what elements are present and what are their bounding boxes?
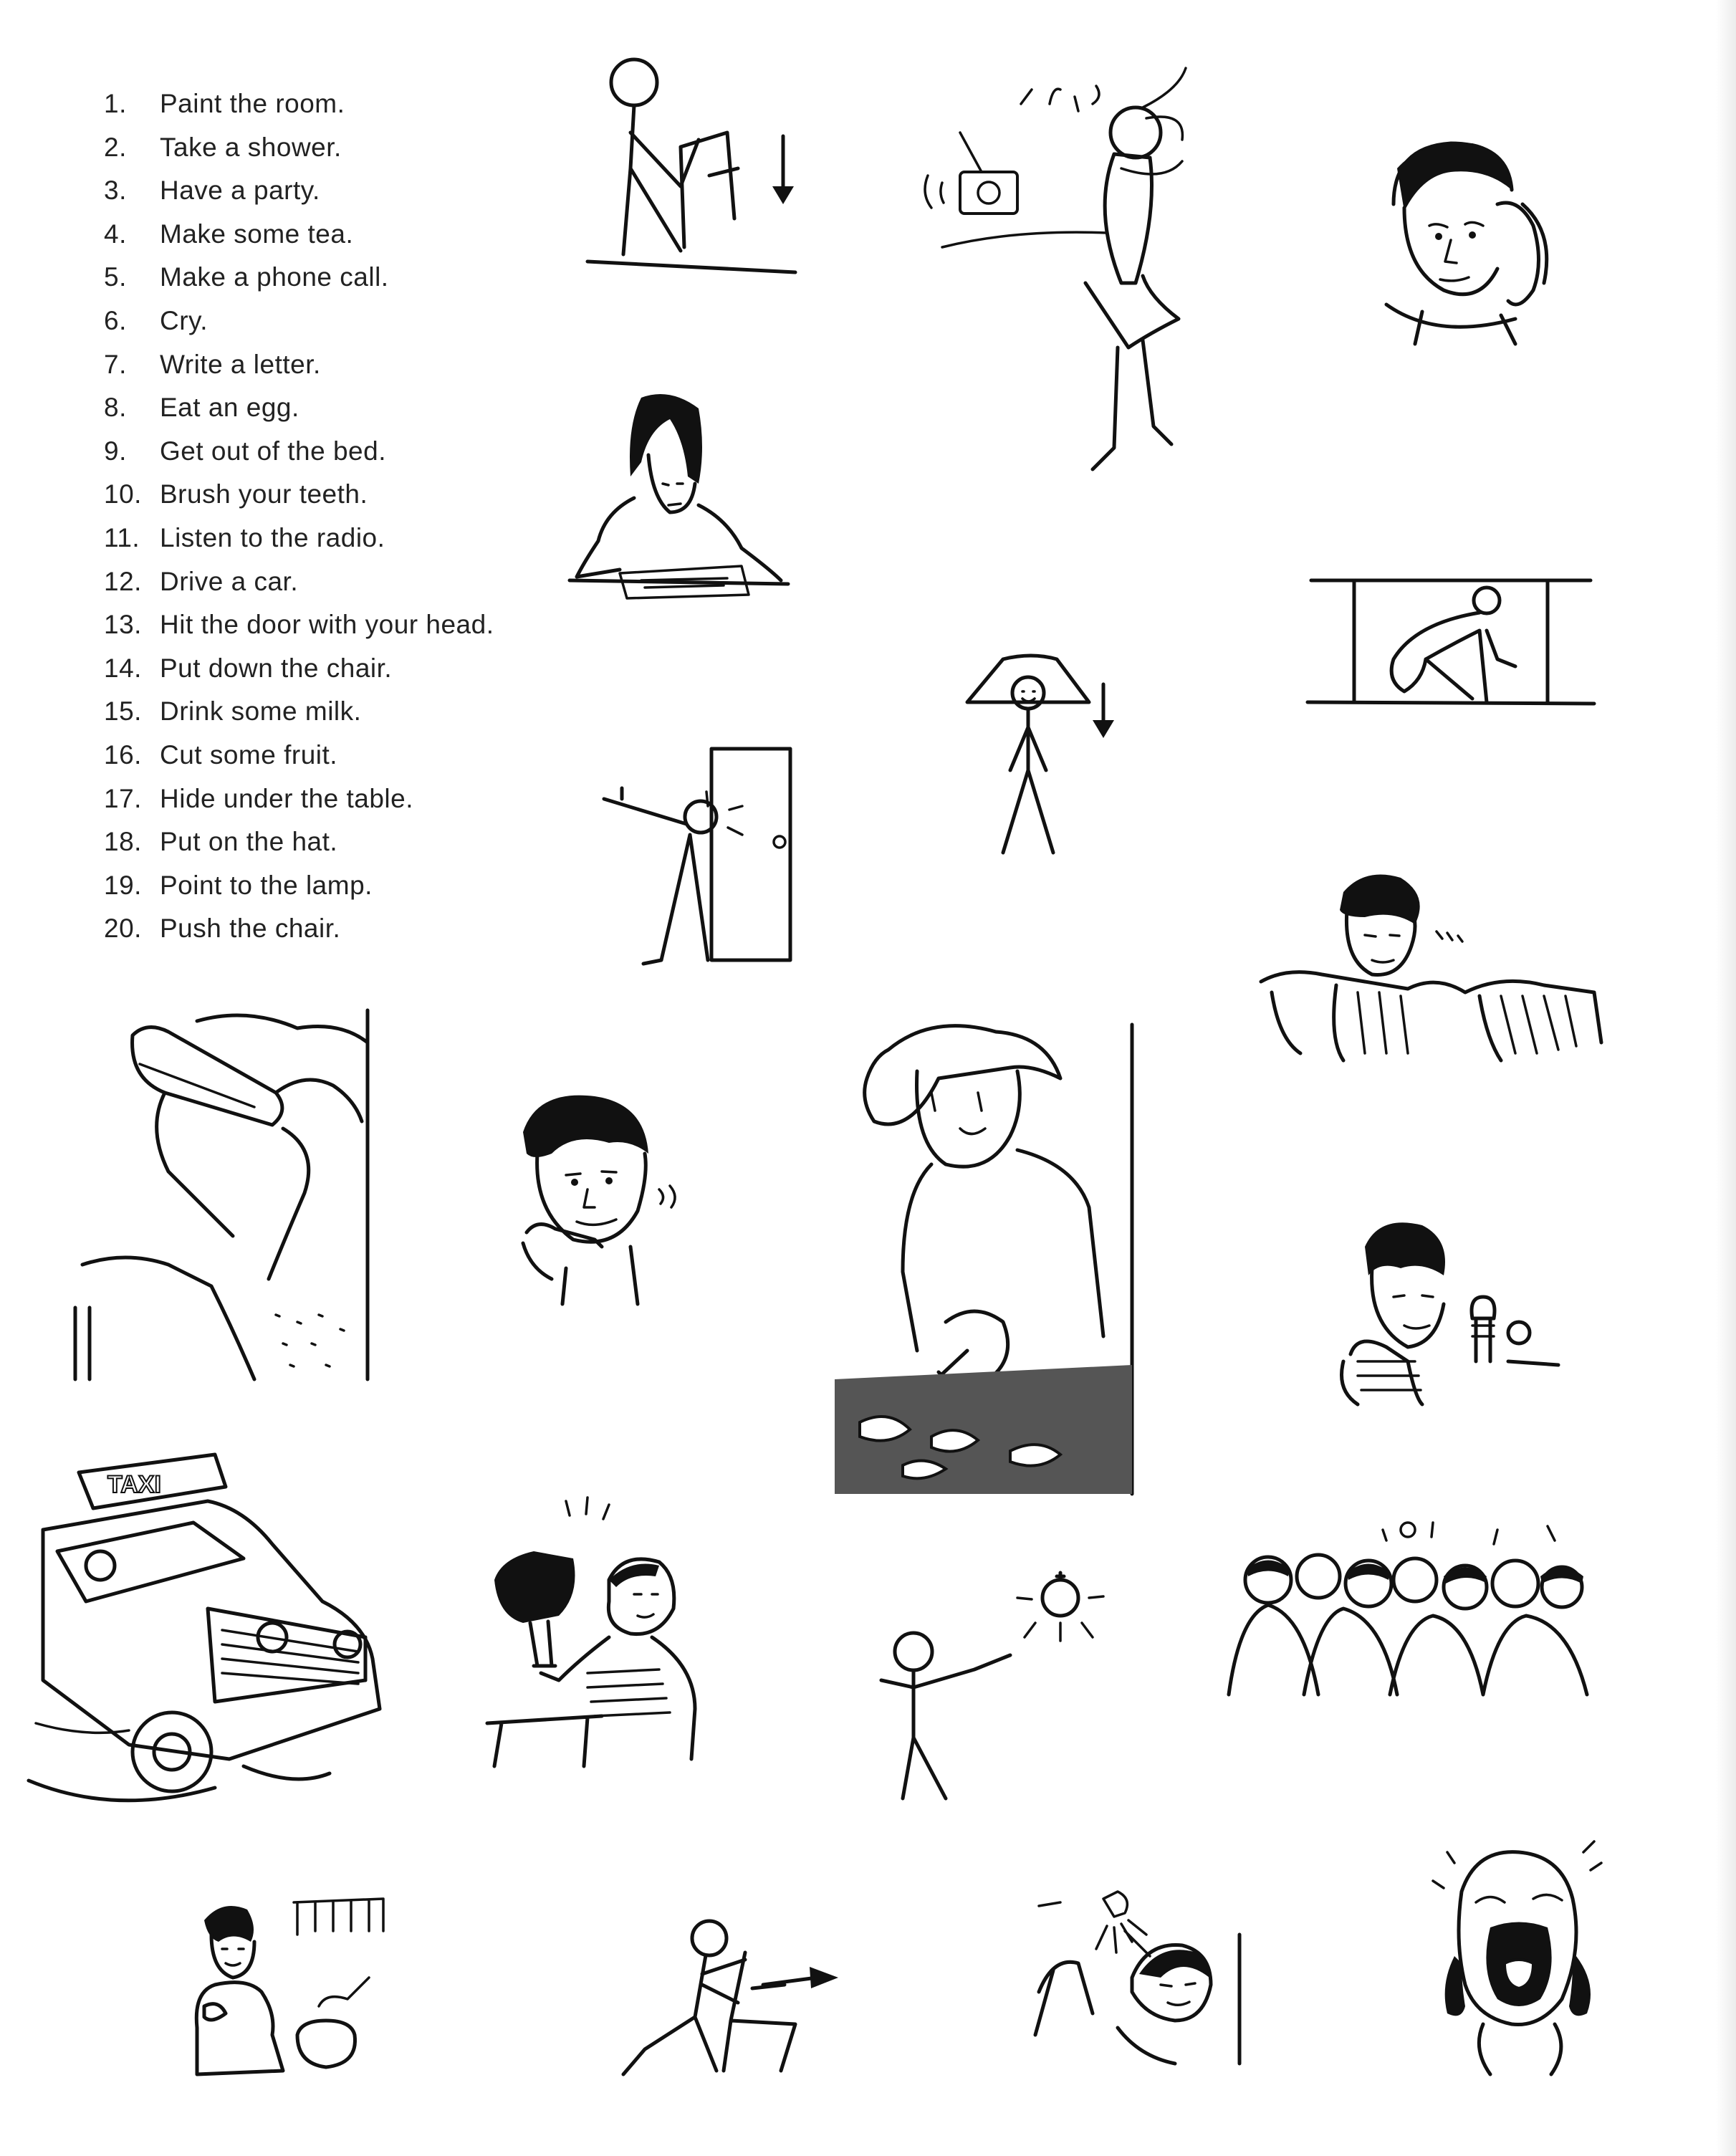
list-item (104, 262, 494, 306)
list-item (104, 306, 494, 350)
item-text: Make a phone call. (160, 262, 389, 292)
item-text: Get out of the bed. (160, 436, 386, 466)
make-tea-illustration (183, 1892, 390, 2078)
item-number: 15. (104, 696, 142, 727)
item-number: 12. (104, 566, 142, 596)
item-text: Drink some milk. (160, 696, 362, 727)
write-letter-illustration (562, 391, 792, 609)
item-text: Make some tea. (160, 219, 354, 249)
list-item (104, 89, 494, 133)
put-on-hat-illustration (964, 648, 1128, 856)
item-number: 18. (104, 827, 142, 857)
item-number: 14. (104, 653, 142, 683)
item-number: 9. (104, 436, 127, 466)
list-item (104, 696, 494, 740)
item-number: 2. (104, 132, 127, 162)
item-text: Have a party. (160, 176, 320, 206)
drink-milk-illustration (68, 1007, 376, 1383)
item-text: Paint the room. (160, 89, 345, 118)
list-item (104, 436, 494, 480)
list-item (104, 479, 494, 523)
item-text: Take a shower. (160, 132, 342, 162)
list-item (104, 653, 494, 697)
scan-edge-shadow (1716, 0, 1736, 2156)
item-text: Listen to the radio. (160, 522, 385, 552)
put-down-chair-illustration (573, 54, 810, 283)
item-text: Drive a car. (160, 566, 299, 596)
list-item (104, 740, 494, 784)
list-item (104, 176, 494, 219)
item-number: 4. (104, 219, 127, 249)
item-number: 1. (104, 89, 127, 118)
cry-illustration (1433, 1834, 1605, 2081)
item-number: 17. (104, 783, 142, 813)
item-number: 5. (104, 262, 127, 292)
list-item (104, 567, 494, 610)
list-item (104, 393, 494, 436)
item-number: 16. (104, 739, 142, 770)
item-text: Hit the door with your head. (160, 610, 494, 640)
item-number: 20. (104, 914, 142, 944)
item-text: Write a letter. (160, 349, 321, 379)
item-number: 3. (104, 176, 127, 206)
eat-egg-illustration (1329, 1218, 1565, 1404)
paint-room-illustration (480, 1494, 702, 1766)
item-number: 13. (104, 610, 142, 640)
hit-door-illustration (600, 745, 801, 967)
list-item (104, 610, 494, 653)
item-number: 10. (104, 479, 142, 509)
item-text: Hide under the table. (160, 783, 414, 813)
item-text: Push the chair. (160, 914, 341, 944)
item-text: Cut some fruit. (160, 739, 338, 770)
take-shower-illustration (1025, 1884, 1254, 2071)
list-item (104, 871, 494, 914)
list-item (104, 219, 494, 263)
item-text: Put on the hat. (160, 827, 338, 857)
listen-to-radio-illustration (899, 47, 1186, 491)
list-item (104, 350, 494, 393)
drive-car-illustration (29, 1444, 387, 1816)
have-party-illustration (1225, 1515, 1591, 1705)
item-text: Brush your teeth. (160, 479, 368, 509)
item-number: 19. (104, 870, 142, 900)
list-item (104, 827, 494, 871)
item-text: Eat an egg. (160, 393, 299, 423)
point-to-lamp-illustration (874, 1569, 1118, 1806)
item-number: 7. (104, 349, 127, 379)
list-item (104, 914, 494, 957)
item-number: 11. (104, 522, 140, 552)
item-number: 8. (104, 393, 127, 423)
brush-teeth-illustration (494, 1089, 681, 1304)
list-item (104, 523, 494, 567)
cut-fruit-illustration (831, 1021, 1139, 1498)
list-item (104, 784, 494, 828)
item-text: Cry. (160, 305, 208, 335)
list-item (104, 133, 494, 176)
phrase-list (104, 89, 494, 957)
phone-call-illustration (1365, 140, 1580, 344)
get-out-of-bed-illustration (1257, 867, 1616, 1068)
item-text: Point to the lamp. (160, 870, 373, 900)
item-number: 6. (104, 305, 127, 335)
push-chair-illustration (602, 1917, 845, 2078)
taxi-sign-text: TAXI (107, 1471, 161, 1498)
hide-under-table-illustration (1308, 573, 1594, 709)
item-text: Put down the chair. (160, 653, 393, 683)
